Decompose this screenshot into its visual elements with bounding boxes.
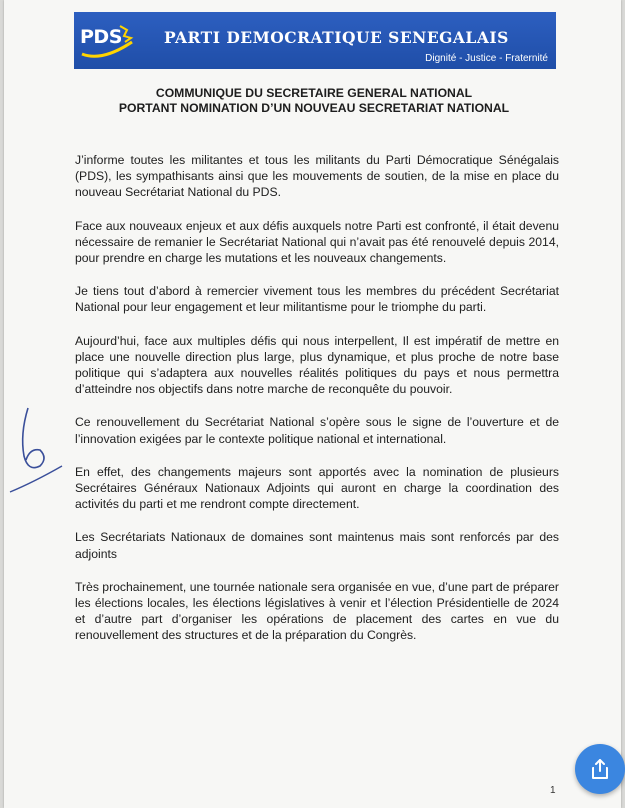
party-name: PARTI DEMOCRATIQUE SENEGALAIS [164,28,509,47]
paragraph: En effet, des changements majeurs sont apportés avec la nomination de plusieurs Secrétaires Généraux Nationaux Adjoints qui auront en charge la coordination des activités du parti et me rendront compte directement. [75,464,559,512]
header-banner [74,12,556,69]
share-button[interactable] [575,744,625,794]
title-line-1: COMMUNIQUE DU SECRETAIRE GENERAL NATIONAL [155,86,473,100]
paragraph: Je tiens tout d’abord à remercier vivement tous les membres du précédent Secrétariat National pour leur engagement et leur militantisme pour le triomphe du parti. [75,284,559,315]
handwritten-mark [6,404,66,499]
page-number: 1 [550,785,556,796]
document-title [64,86,564,116]
pds-logo [80,18,138,62]
paragraph: Ce renouvellement du Secrétariat National s’opère sous le signe de l’ouverture et de l’innovation exigées par le contexte politique national et international. [75,415,559,446]
paragraph: Les Secrétariats Nationaux de domaines sont maintenus mais sont renforcés par des adjoints [75,530,559,561]
share-icon [590,758,610,780]
paragraph: Très prochainement, une tournée nationale sera organisée en vue, d’une part de préparer les élections locales, les élections législatives à venir et l’élection Présidentielle de 2024 et d’autre part d’organiser les opérations de placement des cartes en vue du renouvellement des structures et de la préparation du Congrès. [75,579,559,643]
paragraph: Aujourd’hui, face aux multiples défis qui nous interpellent, Il est impératif de mettre en place une nouvelle direction plus large, plus dynamique, et plus proche de notre base politique qui s’adaptera aux nouvelles réalités politiques du pays et nous permettra d’atteindre nos objectifs dans notre marche de reconquête du pouvoir. [75,333,559,397]
party-motto: Dignité - Justice - Fraternité [425,53,548,64]
title-line-2: PORTANT NOMINATION D’UN NOUVEAU SECRETARIAT NATIONAL [118,101,510,115]
document-page [4,0,621,808]
document-body [75,152,559,661]
paragraph: J’informe toutes les militantes et tous les militants du Parti Démocratique Sénégalais (PDS), les sympathisants ainsi que les mouvements de soutien, de la mise en place du nouveau Secrétariat National du PDS. [75,153,559,200]
paragraph: Face aux nouveaux enjeux et aux défis auxquels notre Parti est confronté, il était devenu nécessaire de remanier le Secrétariat National qui n’avait pas été renouvelé depuis 2014, pour prendre en charge les mutations et les nouveaux changements. [75,218,559,266]
logo-text: PDS [80,26,122,48]
